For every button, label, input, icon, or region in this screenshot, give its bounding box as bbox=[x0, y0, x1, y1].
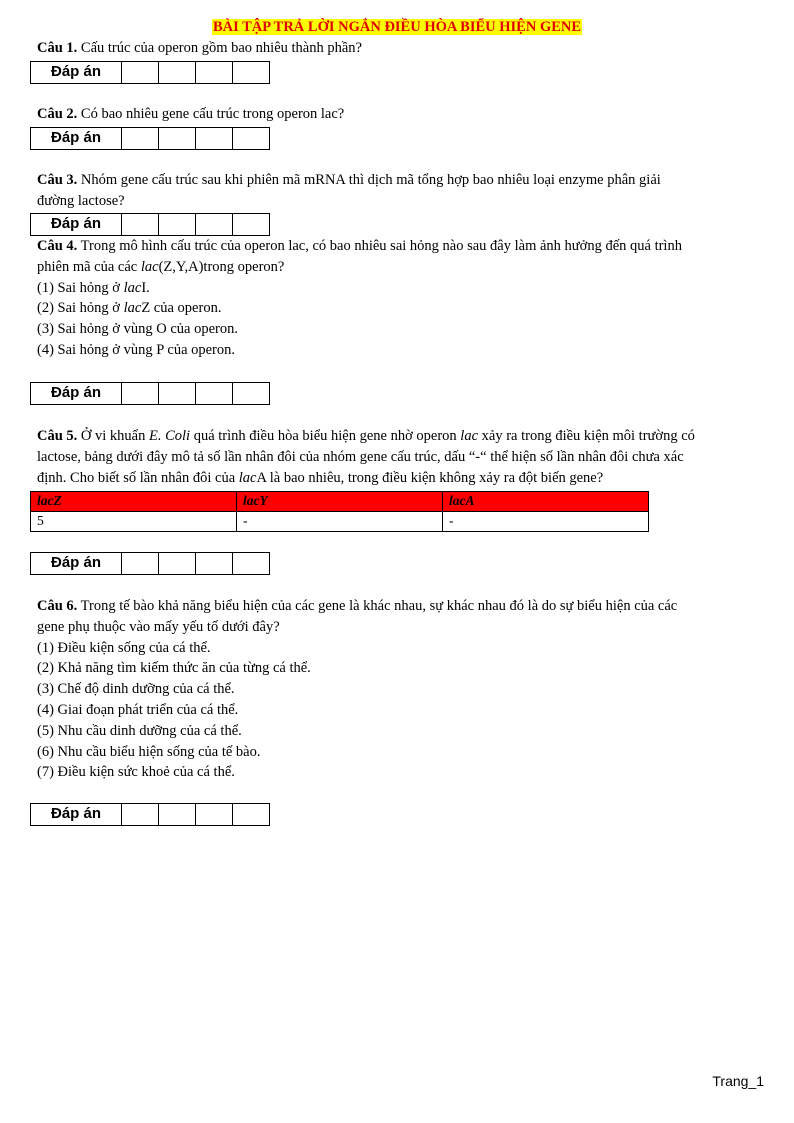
answer-cell[interactable] bbox=[196, 62, 233, 84]
answer-box-2 bbox=[30, 127, 270, 150]
page-number: Trang_1 bbox=[712, 1073, 764, 1089]
question-6 bbox=[37, 596, 767, 783]
question-6-text: Trong tế bào khả năng biểu hiện của các gene là khác nhau, sự khác nhau đó là do sự biểu hiện của các bbox=[77, 598, 678, 614]
answer-cell[interactable] bbox=[159, 383, 196, 405]
answer-cell[interactable] bbox=[122, 383, 159, 405]
option-3: (3) Sai hỏng ở vùng O của operon. bbox=[37, 321, 238, 338]
answer-box-4 bbox=[30, 382, 270, 405]
question-1-number: Câu 1. bbox=[37, 40, 78, 56]
option-6: (6) Nhu cầu biểu hiện sống của tế bào. bbox=[37, 743, 261, 760]
answer-label: Đáp án bbox=[31, 383, 122, 405]
answer-cell[interactable] bbox=[122, 128, 159, 150]
answer-cell[interactable] bbox=[122, 214, 159, 236]
question-5-text-cont: A là bao nhiêu, trong điều kiện không xảy ra đột biến gene? bbox=[256, 469, 604, 486]
answer-cell[interactable] bbox=[233, 553, 270, 575]
question-2-text: Có bao nhiêu gene cấu trúc trong operon lac? bbox=[77, 106, 345, 122]
question-3-text-cont: đường lactose? bbox=[37, 192, 125, 209]
answer-cell[interactable] bbox=[233, 383, 270, 405]
answer-box-3 bbox=[30, 213, 270, 236]
option-text: Z của operon. bbox=[141, 300, 222, 317]
title-text: BÀI TẬP TRẢ LỜI NGẮN ĐIỀU HÒA BIỂU HIỆN GENE bbox=[212, 19, 582, 35]
gene-name: lac bbox=[140, 258, 159, 275]
option-text: (1) Sai hỏng ở bbox=[37, 279, 124, 296]
answer-label: Đáp án bbox=[31, 553, 122, 575]
question-5-text: Ở vi khuẩn bbox=[77, 428, 149, 444]
answer-cell[interactable] bbox=[159, 804, 196, 826]
question-5-number: Câu 5. bbox=[37, 428, 78, 444]
answer-box-5 bbox=[30, 552, 270, 575]
question-1 bbox=[37, 38, 767, 59]
answer-cell[interactable] bbox=[159, 62, 196, 84]
gene-name: lac bbox=[238, 469, 257, 486]
table-header: lacY bbox=[237, 492, 443, 512]
answer-box-1 bbox=[30, 61, 270, 84]
answer-cell[interactable] bbox=[233, 804, 270, 826]
option-1: (1) Điều kiện sống của cá thể. bbox=[37, 639, 211, 656]
gene-name: lac bbox=[123, 300, 142, 317]
gene-name: lac bbox=[123, 279, 142, 296]
option-2 bbox=[37, 298, 767, 319]
option-text: I. bbox=[141, 279, 150, 296]
answer-label: Đáp án bbox=[31, 804, 122, 826]
answer-cell[interactable] bbox=[122, 553, 159, 575]
answer-label: Đáp án bbox=[31, 214, 122, 236]
question-5-text: xảy ra trong điều kiện môi trường có bbox=[478, 428, 695, 444]
question-2 bbox=[37, 104, 767, 125]
gene-replication-table bbox=[30, 491, 649, 532]
question-4-text-cont: phiên mã của các bbox=[37, 258, 141, 275]
answer-cell[interactable] bbox=[196, 383, 233, 405]
question-5-text: quá trình điều hòa biểu hiện gene nhờ operon bbox=[190, 428, 461, 444]
answer-cell[interactable] bbox=[233, 62, 270, 84]
option-1 bbox=[37, 278, 767, 299]
option-7: (7) Điều kiện sức khoẻ của cá thể. bbox=[37, 764, 235, 781]
page-title bbox=[0, 17, 794, 37]
table-row bbox=[31, 512, 649, 532]
question-4-text: Trong mô hình cấu trúc của operon lac, có bao nhiêu sai hỏng nào sau đây làm ảnh hưởng đến quá trình bbox=[77, 238, 682, 254]
question-6-text-cont: gene phụ thuộc vào mấy yếu tố dưới đây? bbox=[37, 618, 280, 635]
table-cell: - bbox=[443, 512, 649, 532]
question-4-text-cont: (Z,Y,A)trong operon? bbox=[158, 258, 285, 275]
answer-cell[interactable] bbox=[122, 62, 159, 84]
table-cell: - bbox=[237, 512, 443, 532]
option-5: (5) Nhu cầu dinh dưỡng của cá thể. bbox=[37, 722, 242, 739]
question-3-text: Nhóm gene cấu trúc sau khi phiên mã mRNA thì dịch mã tổng hợp bao nhiêu loại enzyme phân giải bbox=[77, 172, 661, 188]
table-header-row bbox=[31, 492, 649, 512]
option-text: (2) Sai hỏng ở bbox=[37, 300, 124, 317]
answer-label: Đáp án bbox=[31, 62, 122, 84]
question-4 bbox=[37, 236, 767, 361]
question-1-text: Cấu trúc của operon gồm bao nhiêu thành phần? bbox=[77, 40, 362, 56]
answer-cell[interactable] bbox=[159, 128, 196, 150]
option-3: (3) Chế độ dinh dưỡng của cá thể. bbox=[37, 681, 235, 698]
answer-cell[interactable] bbox=[196, 128, 233, 150]
option-4: (4) Giai đoạn phát triển của cá thể. bbox=[37, 701, 239, 718]
answer-box-6 bbox=[30, 803, 270, 826]
answer-cell[interactable] bbox=[196, 804, 233, 826]
question-3 bbox=[37, 170, 767, 212]
question-3-number: Câu 3. bbox=[37, 172, 78, 188]
gene-name: lac bbox=[460, 428, 479, 444]
question-2-number: Câu 2. bbox=[37, 106, 78, 122]
option-2: (2) Khả năng tìm kiếm thức ăn của từng cá thể. bbox=[37, 660, 311, 677]
answer-cell[interactable] bbox=[233, 128, 270, 150]
question-4-number: Câu 4. bbox=[37, 238, 78, 254]
answer-cell[interactable] bbox=[122, 804, 159, 826]
answer-label: Đáp án bbox=[31, 128, 122, 150]
table-header: lacZ bbox=[31, 492, 237, 512]
answer-cell[interactable] bbox=[233, 214, 270, 236]
question-5-text-cont: lactose, bảng dưới đây mô tả số lần nhân đôi của nhóm gene cấu trúc, dấu “-“ thể hiện số lần nhân đôi chưa xác bbox=[37, 448, 684, 465]
option-4: (4) Sai hỏng ở vùng P của operon. bbox=[37, 341, 236, 358]
table-header: lacA bbox=[443, 492, 649, 512]
table-cell: 5 bbox=[31, 512, 237, 532]
answer-cell[interactable] bbox=[196, 553, 233, 575]
question-5 bbox=[37, 426, 767, 488]
species-name: E. Coli bbox=[148, 428, 191, 444]
answer-cell[interactable] bbox=[159, 553, 196, 575]
answer-cell[interactable] bbox=[159, 214, 196, 236]
answer-cell[interactable] bbox=[196, 214, 233, 236]
question-6-number: Câu 6. bbox=[37, 598, 78, 614]
question-5-text-cont: định. Cho biết số lần nhân đôi của bbox=[37, 469, 239, 486]
